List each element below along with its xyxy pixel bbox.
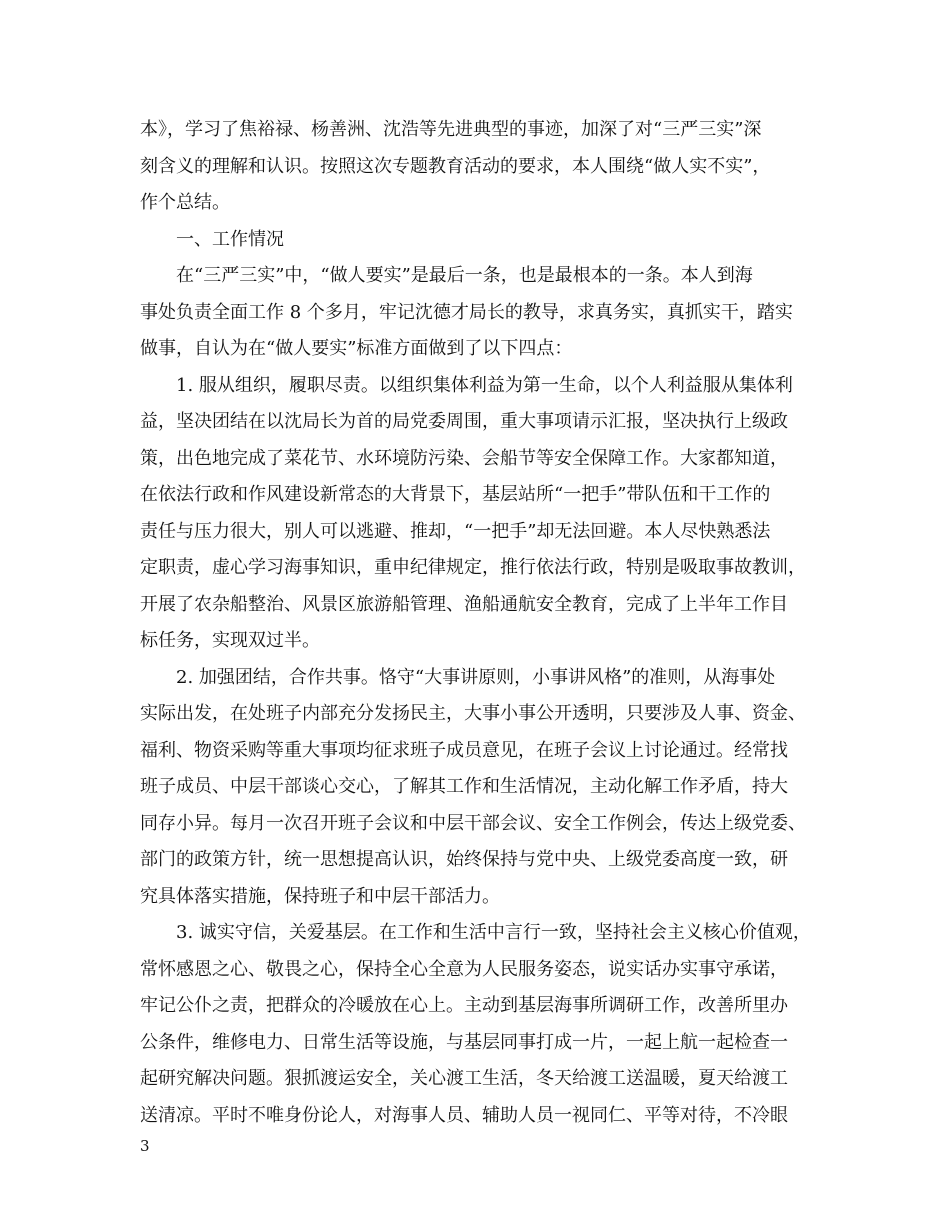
text-line: 部门的政策方针，统一思想提高认识，始终保持与党中央、上级党委高度一致，研 <box>140 849 788 870</box>
text-line: 公条件，维修电力、日常生活等设施，与基层同事打成一片，一起上航一起检查一 <box>140 1032 788 1053</box>
text-line: 定职责，虚心学习海事知识，重申纪律规定，推行依法行政，特别是吸取事故教训， <box>140 557 806 578</box>
text-line: 刻含义的理解和认识。按照这次专题教育活动的要求，本人围绕“做人实不实”， <box>140 156 771 177</box>
text-line: 1. 服从组织，履职尽责。以组织集体利益为第一生命，以个人利益服从集体利 <box>176 375 793 396</box>
text-line: 3. 诚实守信，关爱基层。在工作和生活中言行一致，坚持社会主义核心价值观， <box>176 922 811 943</box>
text-line: 事处负责全面工作 8 个多月，牢记沈德才局长的教导，求真务实，真抓实干，踏实 <box>140 302 793 323</box>
text-line: 常怀感恩之心、敬畏之心，保持全心全意为人民服务姿态，说实话办实事守承诺， <box>140 959 788 980</box>
text-line: 同存小异。每月一次召开班子会议和中层干部会议、安全工作例会，传达上级党委、 <box>140 813 806 834</box>
text-line: 牢记公仆之责，把群众的冷暖放在心上。主动到基层海事所调研工作，改善所里办 <box>140 995 788 1016</box>
text-line: 策，出色地完成了菜花节、水环境防污染、会船节等安全保障工作。大家都知道， <box>140 448 788 469</box>
text-line: 做事，自认为在“做人要实”标准方面做到了以下四点： <box>140 338 573 359</box>
text-line: 作个总结。 <box>140 192 230 213</box>
text-line: 开展了农杂船整治、风景区旅游船管理、渔船通航安全教育，完成了上半年工作目 <box>140 594 788 615</box>
text-line: 标任务，实现双过半。 <box>140 630 320 651</box>
text-line: 起研究解决问题。狠抓渡运安全，关心渡工生活，冬天给渡工送温暖，夏天给渡工 <box>140 1068 788 1089</box>
text-line: 班子成员、中层干部谈心交心，了解其工作和生活情况，主动化解工作矛盾，持大 <box>140 776 788 797</box>
text-line: 实际出发，在处班子内部充分发扬民主，大事小事公开透明，只要涉及人事、资金、 <box>140 703 806 724</box>
text-line: 送清凉。平时不唯身份论人，对海事人员、辅助人员一视同仁、平等对待，不冷眼 <box>140 1105 788 1126</box>
page-number: 3 <box>140 1137 150 1155</box>
text-line: 本》，学习了焦裕禄、杨善洲、沈浩等先进典型的事迹，加深了对“三严三实”深 <box>140 119 762 140</box>
text-line: 益，坚决团结在以沈局长为首的局党委周围，重大事项请示汇报，坚决执行上级政 <box>140 411 788 432</box>
section-heading: 一、工作情况 <box>176 229 284 250</box>
text-line: 责任与压力很大，别人可以逃避、推却，“一把手”却无法回避。本人尽快熟悉法 <box>140 521 771 542</box>
text-line: 究具体落实措施，保持班子和中层干部活力。 <box>140 886 500 907</box>
text-line: 福利、物资采购等重大事项均征求班子成员意见，在班子会议上讨论通过。经常找 <box>140 740 788 761</box>
text-line: 在依法行政和作风建设新常态的大背景下，基层站所“一把手”带队伍和干工作的 <box>140 484 771 505</box>
text-line: 在“三严三实”中，“做人要实”是最后一条，也是最根本的一条。本人到海 <box>176 265 753 286</box>
text-line: 2. 加强团结，合作共事。恪守“大事讲原则，小事讲风格”的准则，从海事处 <box>176 667 776 688</box>
